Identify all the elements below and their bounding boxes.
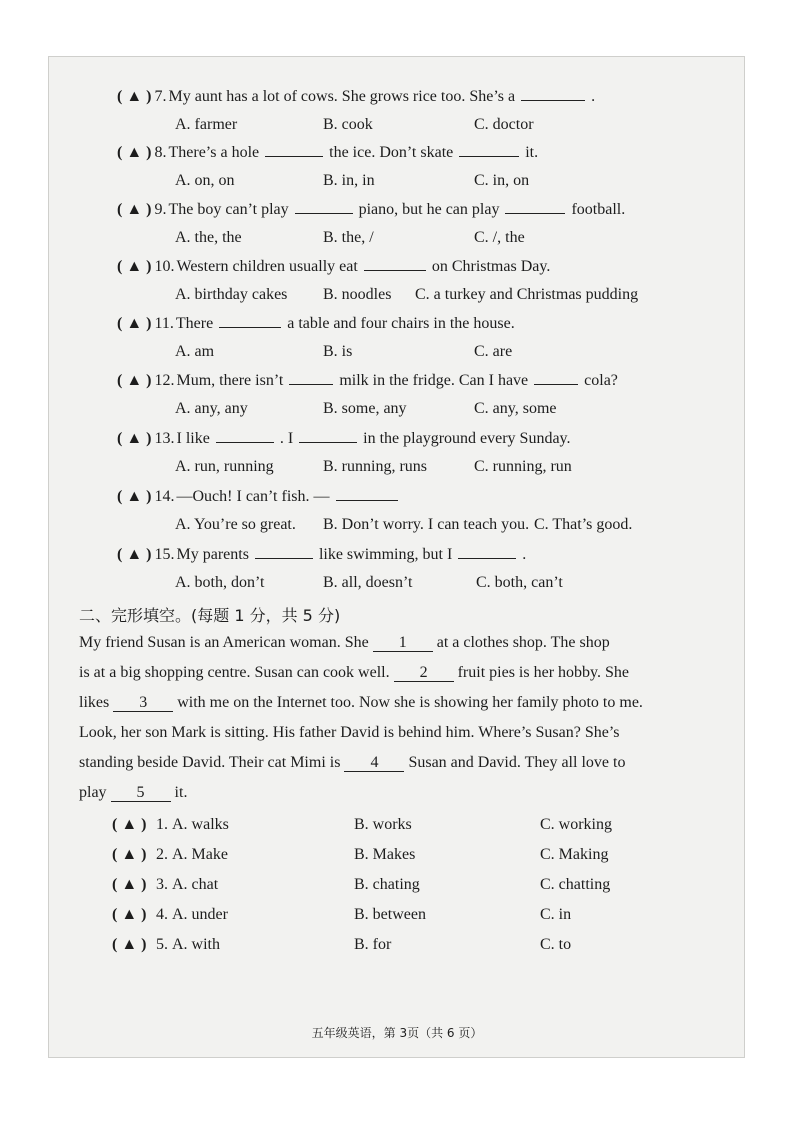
question-text: Mum, there isn’t [176, 372, 284, 389]
question-11 [117, 315, 515, 333]
answer-mark[interactable]: ( ▲ ) [117, 372, 152, 389]
option-a[interactable]: A. Make [172, 846, 228, 863]
question-8 [117, 144, 538, 162]
option-c[interactable]: C. are [474, 343, 513, 360]
question-text: Western children usually eat [176, 258, 358, 275]
question-10 [117, 258, 550, 276]
passage-text: fruit pies is her hobby. She [453, 664, 629, 681]
answer-blank[interactable] [289, 383, 333, 385]
option-a[interactable]: A. You’re so great. [175, 516, 296, 533]
option-b[interactable]: B. some, any [323, 400, 407, 417]
option-a[interactable]: A. with [172, 936, 220, 953]
question-number: 11. [154, 315, 174, 332]
question-text: a table and four chairs in the house. [287, 315, 515, 332]
passage-text: at a clothes shop. The shop [432, 634, 610, 651]
option-a[interactable]: A. walks [172, 816, 229, 833]
answer-mark[interactable]: ( ▲ ) [117, 315, 152, 332]
question-number: 5. [156, 936, 168, 953]
option-a[interactable]: A. the, the [175, 229, 242, 246]
answer-blank[interactable] [458, 557, 516, 559]
option-a[interactable]: A. run, running [175, 458, 274, 475]
question-13 [117, 430, 571, 448]
answer-mark[interactable]: ( ▲ ) [117, 201, 152, 218]
option-b[interactable]: B. cook [323, 116, 373, 133]
passage-text: standing beside David. Their cat Mimi is [79, 754, 345, 771]
passage-text: it. [170, 784, 188, 801]
page-footer: 五年级英语，第 3页（共 6 页） [311, 1026, 483, 1040]
question-text: piano, but he can play [358, 201, 500, 218]
answer-blank[interactable] [295, 212, 353, 214]
question-number: 2. [156, 846, 168, 863]
cloze-blank[interactable]: 1 [373, 635, 433, 652]
question-number: 12. [154, 372, 175, 389]
question-number: 3. [156, 876, 168, 893]
answer-mark[interactable]: ( ▲ ) [112, 816, 147, 833]
option-a[interactable]: A. chat [172, 876, 219, 893]
passage-line [79, 658, 703, 688]
question-text: like swimming, but I [318, 546, 453, 563]
answer-mark[interactable]: ( ▲ ) [117, 546, 152, 563]
answer-blank[interactable] [216, 441, 274, 443]
question-text: on Christmas Day. [431, 258, 551, 275]
answer-mark[interactable]: ( ▲ ) [117, 144, 152, 161]
cloze-blank[interactable]: 2 [394, 665, 454, 682]
option-c[interactable]: C. /, the [474, 229, 525, 246]
question-number: 14. [154, 488, 175, 505]
cloze-blank[interactable]: 4 [344, 755, 404, 772]
option-c[interactable]: C. a turkey and Christmas pudding [415, 286, 639, 303]
option-a[interactable]: A. birthday cakes [175, 286, 288, 303]
question-text: cola? [584, 372, 618, 389]
passage-text: likes [79, 694, 114, 711]
answer-blank[interactable] [255, 557, 313, 559]
question-number: 15. [154, 546, 175, 563]
answer-blank[interactable] [534, 383, 578, 385]
passage-line [79, 718, 703, 748]
option-b[interactable]: B. all, doesn’t [323, 574, 413, 591]
question-number: 4. [156, 906, 168, 923]
answer-blank[interactable] [299, 441, 357, 443]
option-c[interactable]: C. That’s good. [534, 516, 633, 533]
answer-mark[interactable]: ( ▲ ) [117, 430, 152, 447]
question-number: 1. [156, 816, 168, 833]
passage-text: My friend Susan is an American woman. She [79, 634, 373, 651]
answer-mark[interactable]: ( ▲ ) [112, 876, 147, 893]
option-a[interactable]: A. farmer [175, 116, 238, 133]
option-c[interactable]: C. any, some [474, 400, 557, 417]
passage-text: is at a big shopping centre. Susan can cook well. [79, 664, 394, 681]
question-text: There [175, 315, 214, 332]
option-c[interactable]: C. running, run [474, 458, 572, 475]
option-a[interactable]: A. both, don’t [175, 574, 265, 591]
question-14 [117, 488, 404, 506]
option-b[interactable]: B. running, runs [323, 458, 427, 475]
answer-blank[interactable] [459, 155, 519, 157]
option-c[interactable]: C. doctor [474, 116, 534, 133]
option-b[interactable]: B. noodles [323, 286, 392, 303]
passage-line [79, 628, 703, 658]
question-text: the ice. Don’t skate [329, 144, 454, 161]
option-b[interactable]: B. chating [354, 876, 420, 893]
question-number: 13. [154, 430, 175, 447]
passage-text: Look, her son Mark is sitting. His father David is behind him. Where’s Susan? She’s [79, 724, 620, 741]
question-text: My parents [176, 546, 249, 563]
question-text: The boy can’t play [168, 201, 289, 218]
answer-mark[interactable]: ( ▲ ) [112, 846, 147, 863]
answer-mark[interactable]: ( ▲ ) [117, 88, 152, 105]
answer-blank[interactable] [219, 326, 281, 328]
question-text: . I [279, 430, 294, 447]
option-a[interactable]: A. am [175, 343, 215, 360]
question-15 [117, 546, 526, 564]
question-text: There’s a hole [168, 144, 260, 161]
passage-text: Susan and David. They all love to [404, 754, 626, 771]
answer-blank[interactable] [364, 269, 426, 271]
option-b[interactable]: B. Makes [354, 846, 416, 863]
answer-mark[interactable]: ( ▲ ) [112, 936, 147, 953]
answer-mark[interactable]: ( ▲ ) [112, 906, 147, 923]
passage-text: play [79, 784, 111, 801]
question-text: My aunt has a lot of cows. She grows rice too. She’s a [168, 88, 516, 105]
question-text: —Ouch! I can’t fish. — [176, 488, 330, 505]
option-c[interactable]: C. both, can’t [476, 574, 563, 591]
option-c[interactable]: C. Making [540, 846, 609, 863]
question-text: it. [525, 144, 539, 161]
section-title: 二、完形填空。(每题 1 分，共 5 分) [79, 606, 341, 625]
passage-line [79, 778, 703, 808]
option-b[interactable]: B. works [354, 816, 412, 833]
answer-mark[interactable]: ( ▲ ) [117, 258, 152, 275]
answer-blank[interactable] [505, 212, 565, 214]
option-c[interactable]: C. working [540, 816, 612, 833]
answer-blank[interactable] [521, 99, 585, 101]
option-b[interactable]: B. Don’t worry. I can teach you. [323, 516, 530, 533]
question-text: . [522, 546, 527, 563]
option-a[interactable]: A. under [172, 906, 228, 923]
answer-blank[interactable] [265, 155, 323, 157]
option-c[interactable]: C. in, on [474, 172, 530, 189]
question-number: 9. [154, 201, 167, 218]
question-text: football. [571, 201, 626, 218]
cloze-passage [79, 628, 703, 808]
option-c[interactable]: C. in [540, 906, 572, 923]
question-text: I like [176, 430, 210, 447]
option-a[interactable]: A. any, any [175, 400, 248, 417]
question-text: in the playground every Sunday. [363, 430, 571, 447]
option-b[interactable]: B. for [354, 936, 392, 953]
passage-line [79, 688, 703, 718]
answer-blank[interactable] [336, 499, 398, 501]
question-12 [117, 372, 618, 390]
option-a[interactable]: A. on, on [175, 172, 235, 189]
question-number: 8. [154, 144, 167, 161]
passage-line [79, 748, 703, 778]
question-9 [117, 201, 625, 219]
cloze-blank[interactable]: 5 [111, 785, 171, 802]
option-b[interactable]: B. is [323, 343, 353, 360]
option-c[interactable]: C. to [540, 936, 572, 953]
answer-mark[interactable]: ( ▲ ) [117, 488, 152, 505]
option-b[interactable]: B. the, / [323, 229, 374, 246]
option-b[interactable]: B. between [354, 906, 426, 923]
question-7 [117, 88, 595, 106]
cloze-blank[interactable]: 3 [113, 695, 173, 712]
passage-text: with me on the Internet too. Now she is showing her family photo to me. [173, 694, 643, 711]
question-number: 10. [154, 258, 175, 275]
question-text: milk in the fridge. Can I have [339, 372, 529, 389]
option-c[interactable]: C. chatting [540, 876, 611, 893]
question-number: 7. [154, 88, 167, 105]
question-text: . [591, 88, 596, 105]
option-b[interactable]: B. in, in [323, 172, 375, 189]
